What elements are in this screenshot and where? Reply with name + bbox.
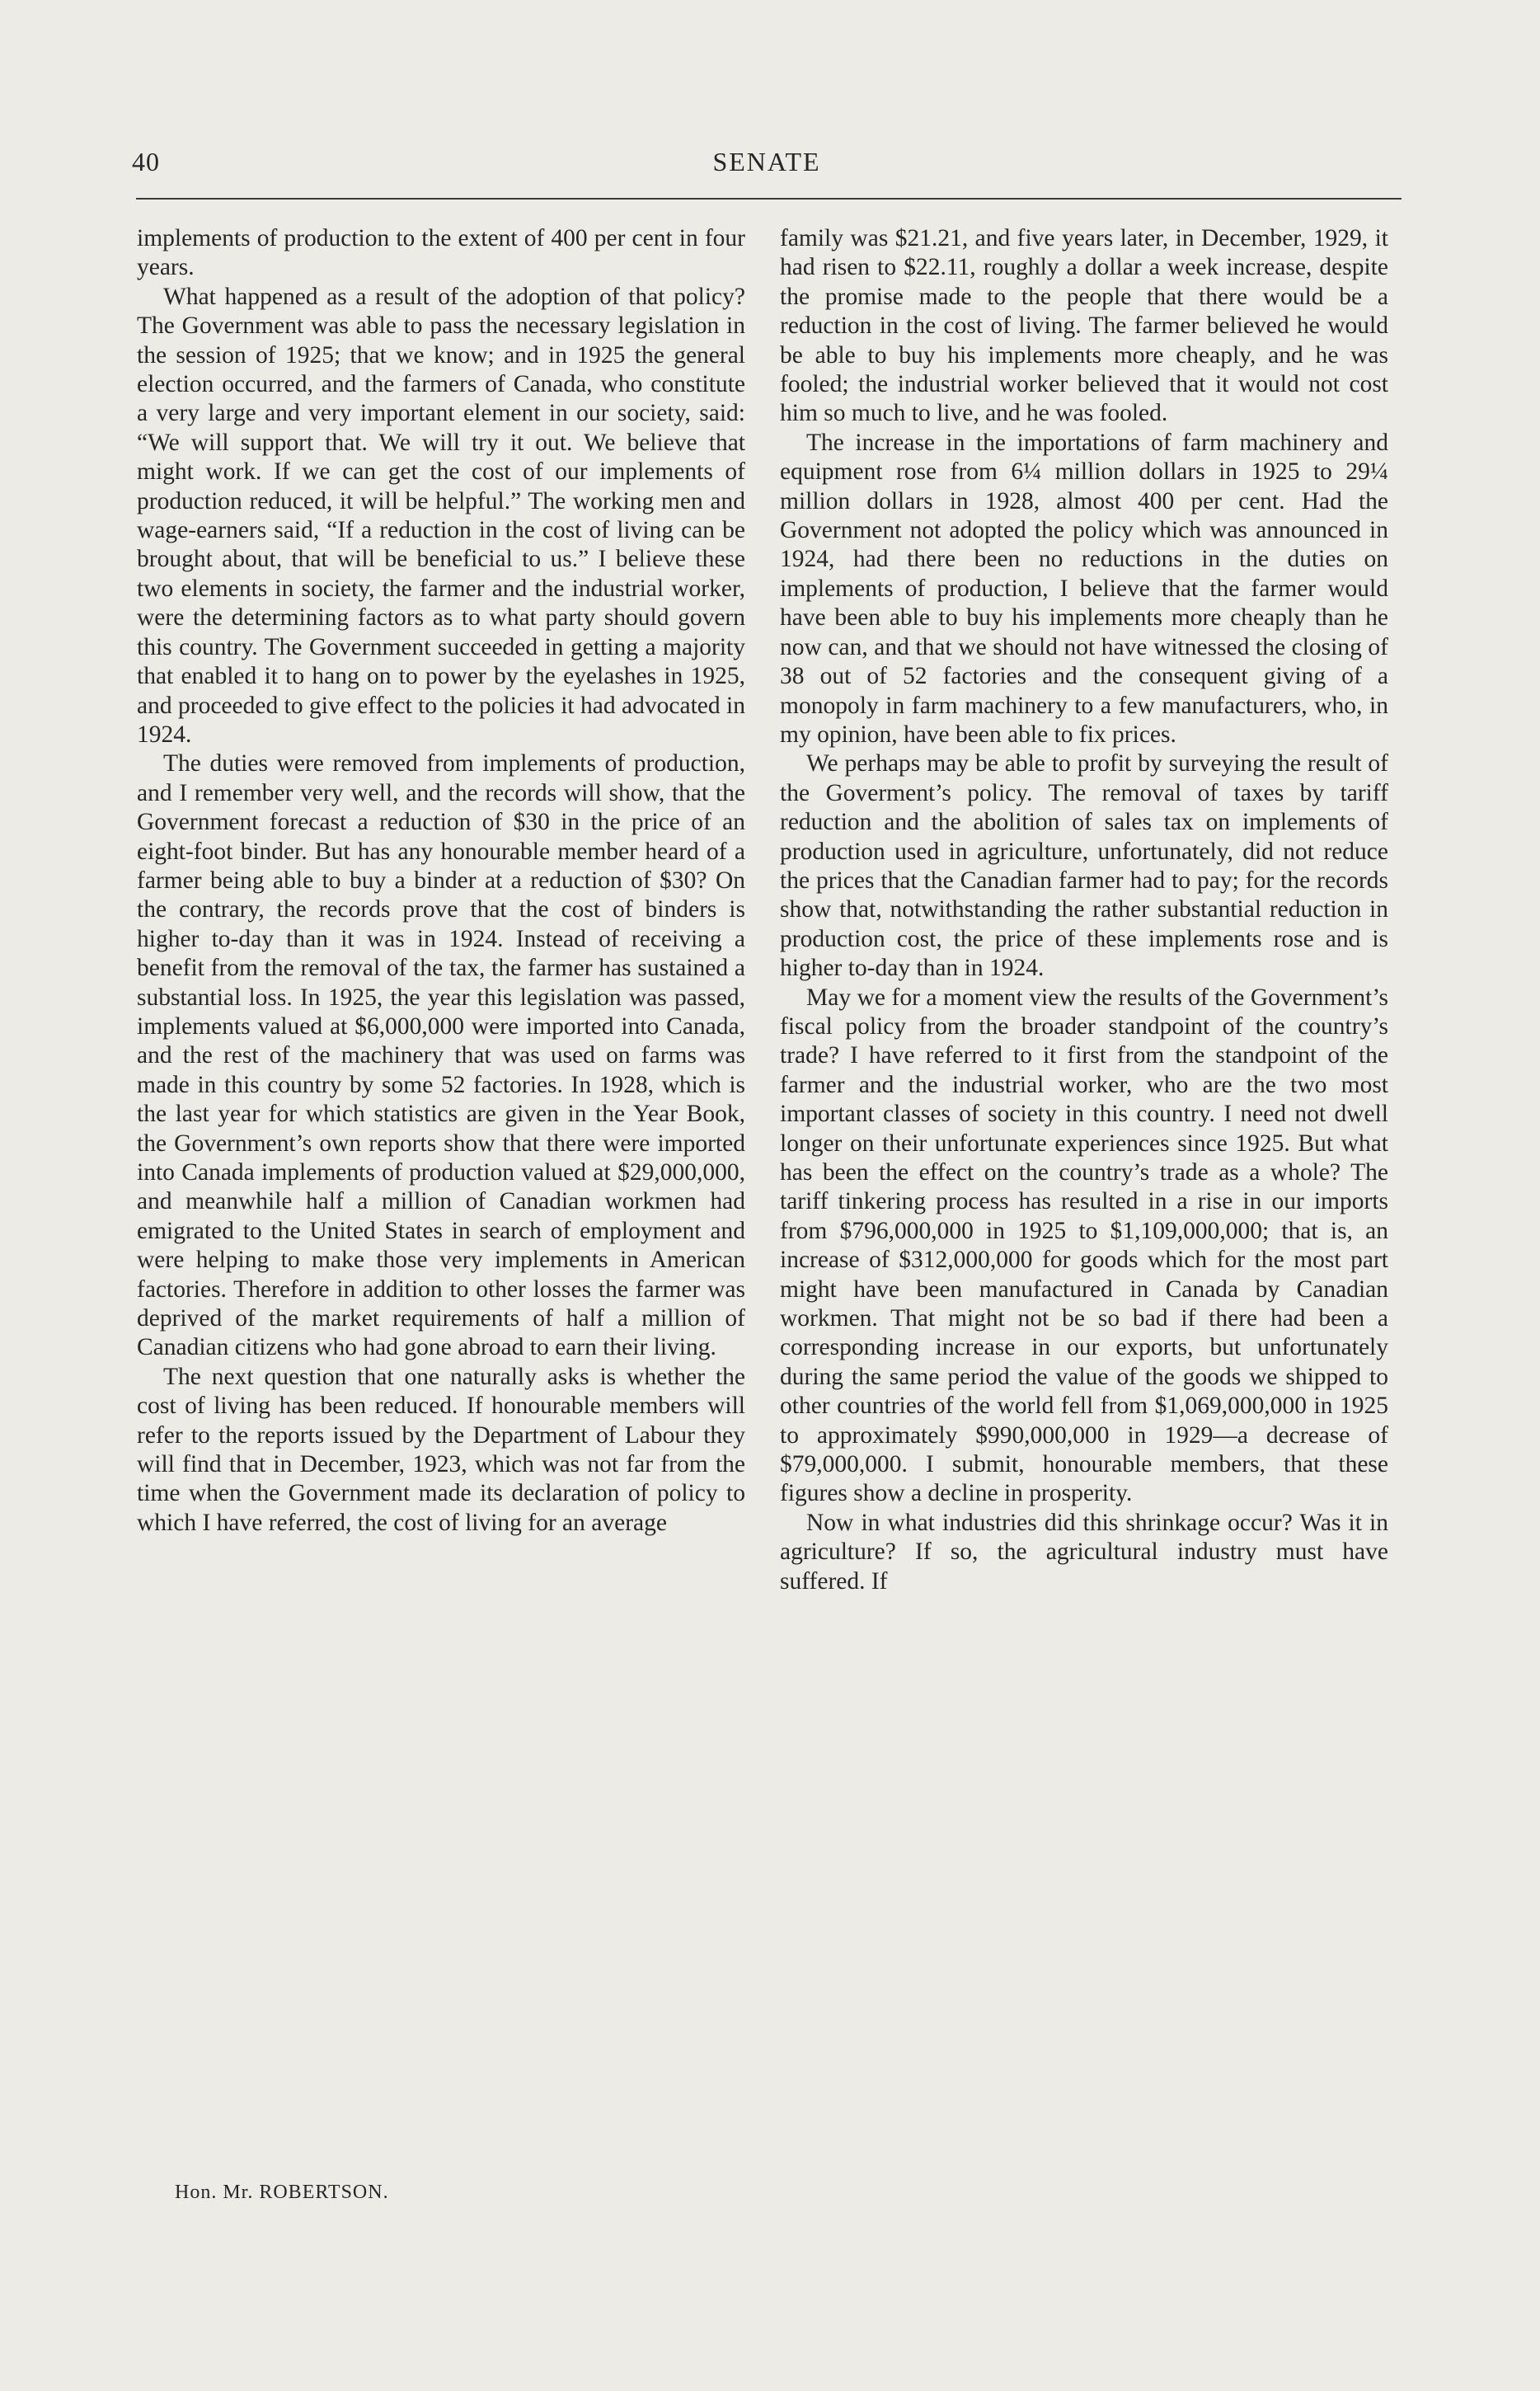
left-paragraph-1: implements of production to the extent of 400 per cent in four years.: [137, 225, 745, 281]
right-paragraph-1: family was $21.21, and five years later, in December, 1929, it had risen to $22.11, roughly a dollar a week increase, despite the promise made to the people that there would be a reduction in the cost of living. The farmer believed he would be able to buy his implements more cheaply, and he was fooled; the industrial worker believed that it would not cost him so much to live, and he was fooled.: [780, 225, 1388, 427]
left-paragraph-3: The duties were removed from implements of production, and I remember very well, and the records will show, that the Government forecast a reduction of $30 in the price of an eight-foot binder. But has any honourable member heard of a farmer being able to buy a binder at a reduction of $30? On the contrary, the records prove that the cost of binders is higher to-day than it was in 1924. Instead of receiving a benefit from the removal of the tax, the farmer has sustained a substantial loss. In 1925, the year this legislation was passed, implements valued at $6,000,000 were imported into Canada, and the rest of the machinery that was used on farms was made in this country by some 52 factories. In 1928, which is the last year for which statistics are given in the Year Book, the Government’s own reports show that there were imported into Canada implements of production valued at $29,000,000, and meanwhile half a million of Canadian workmen had emigrated to the United States in search of employment and were helping to make those very implements in American factories. Therefore in addition to other losses the farmer was deprived of the market requirements of half a million of Canadian citizens who had gone abroad to earn their living.: [137, 750, 745, 1361]
right-paragraph-4: May we for a moment view the results of the Government’s fiscal policy from the broader standpoint of the country’s trade? I have referred to it first from the standpoint of the farmer and the industrial worker, who are the two most important classes of society in this country. I need not dwell longer on their unfortunate experiences since 1925. But what has been the effect on the country’s trade as a whole? The tariff tinkering process has resulted in a rise in our imports from $796,000,000 in 1925 to $1,109,000,000; that is, an increase of $312,000,000 for goods which for the most part might have been manufactured in Canada by Canadian workmen. That might not be so bad if there had been a corresponding increase in our exports, but unfortunately during the same period the value of the goods we shipped to other countries of the world fell from $1,069,000,000 in 1925 to approximately $990,000,000 in 1929—a decrease of $79,000,000. I submit, honourable members, that these figures show a decline in prosperity.: [780, 984, 1388, 1507]
header-rule: [136, 198, 1401, 200]
page-number: 40: [132, 147, 160, 176]
right-paragraph-3: We perhaps may be able to profit by surveying the result of the Goverment’s policy. The removal of taxes by tariff reduction and the abolition of sales tax on implements of production used in agriculture, unfortunately, did not reduce the prices that the Canadian farmer had to pay; for the records show that, notwithstanding the rather substantial reduction in production cost, the price of these implements rose and is higher to-day than in 1924.: [780, 750, 1388, 982]
running-head: SENATE: [712, 147, 821, 176]
left-paragraph-4: The next question that one naturally asks is whether the cost of living has been reduced. If honourable members will refer to the reports issued by the Department of Labour they will find that in December, 1923, which was not far from the time when the Government made its declaration of policy to which I have referred, the cost of living for an average: [137, 1363, 745, 1536]
left-column: [137, 224, 745, 1538]
right-paragraph-5: Now in what industries did this shrinkage occur? Was it in agriculture? If so, the agricultural industry must have suffered. If: [780, 1509, 1388, 1595]
page-header: [132, 147, 1401, 183]
right-paragraph-2: The increase in the importations of farm machinery and equipment rose from 6¼ million dollars in 1925 to 29¼ million dollars in 1928, almost 400 per cent. Had the Government not adopted the policy which was announced in 1924, had there been no reductions in the duties on implements of production, I believe that the farmer would have been able to buy his implements more cheaply than he now can, and that we should not have witnessed the closing of 38 out of 52 factories and the consequent giving of a monopoly in farm machinery to a few manufacturers, who, in my opinion, have been able to fix prices.: [780, 429, 1388, 748]
right-column: [780, 224, 1388, 1596]
footer-speaker: Hon. Mr. ROBERTSON.: [175, 2182, 389, 2203]
left-paragraph-2: What happened as a result of the adoption of that policy? The Government was able to pass the necessary legislation in the session of 1925; that we know; and in 1925 the general election occurred, and the farmers of Canada, who constitute a very large and very important element in our society, said: “We will support that. We will try it out. We believe that might work. If we can get the cost of our implements of production reduced, it will be helpful.” The working men and wage-earners said, “If a reduction in the cost of living can be brought about, that will be beneficial to us.” I believe these two elements in society, the farmer and the industrial worker, were the determining factors as to what party should govern this country. The Government succeeded in getting a majority that enabled it to hang on to power by the eyelashes in 1925, and proceeded to give effect to the policies it had advocated in 1924.: [137, 283, 745, 748]
